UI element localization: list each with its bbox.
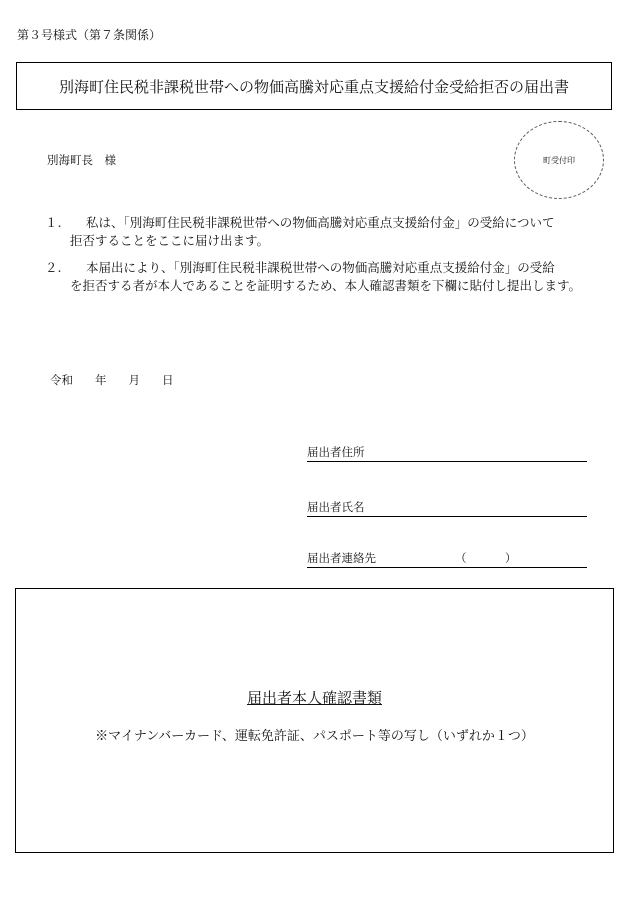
phone-paren-open: （ bbox=[455, 551, 467, 565]
phone-paren-close: ） bbox=[505, 551, 517, 565]
clause-line: 拒否することをここに届け出ます。 bbox=[70, 233, 270, 248]
id-section-note: ※マイナンバーカード、運転免許証、パスポート等の写し（いずれか１つ） bbox=[95, 729, 534, 744]
clause-1 bbox=[45, 214, 605, 254]
date-line bbox=[50, 372, 196, 388]
clause-number: １. bbox=[45, 215, 62, 230]
document-title-text: 別海町住民税非課税世帯への物価高騰対応重点支援給付金受給拒否の届出書 bbox=[58, 77, 569, 96]
date-day: 日 bbox=[162, 373, 174, 387]
stamp-label: 町受付印 bbox=[543, 155, 575, 165]
clause-line: 私は、「別海町住民税非課税世帯への物価高騰対応重点支援給付金」の受給について bbox=[86, 215, 555, 230]
clause-line: を拒否する者が本人であることを証明するため、本人確認書類を下欄に貼付し提出します。 bbox=[70, 278, 582, 293]
clause-text bbox=[70, 259, 605, 295]
addressee: 別海町長 様 bbox=[47, 153, 116, 167]
id-section-title bbox=[16, 687, 613, 708]
contact-field[interactable] bbox=[307, 551, 587, 568]
address-field[interactable] bbox=[307, 445, 587, 462]
date-era: 令和 bbox=[50, 373, 73, 387]
contact-label: 届出者連絡先 bbox=[307, 551, 376, 565]
clause-number: ２. bbox=[45, 260, 62, 275]
name-label: 届出者氏名 bbox=[307, 500, 365, 514]
name-field[interactable] bbox=[307, 500, 587, 517]
clause-text bbox=[70, 214, 600, 250]
document-title bbox=[16, 62, 612, 110]
id-document-box bbox=[15, 588, 614, 853]
reception-stamp-area bbox=[514, 121, 604, 199]
date-year: 年 bbox=[95, 373, 107, 387]
clause-2 bbox=[45, 259, 605, 315]
id-section-title-text: 届出者本人確認書類 bbox=[246, 689, 382, 707]
form-number: 第３号様式（第７条関係） bbox=[17, 28, 162, 42]
address-label: 届出者住所 bbox=[307, 445, 365, 459]
date-month: 月 bbox=[128, 373, 140, 387]
clause-line: 本届出により、「別海町住民税非課税世帯への物価高騰対応重点支援給付金」の受給 bbox=[86, 260, 555, 275]
